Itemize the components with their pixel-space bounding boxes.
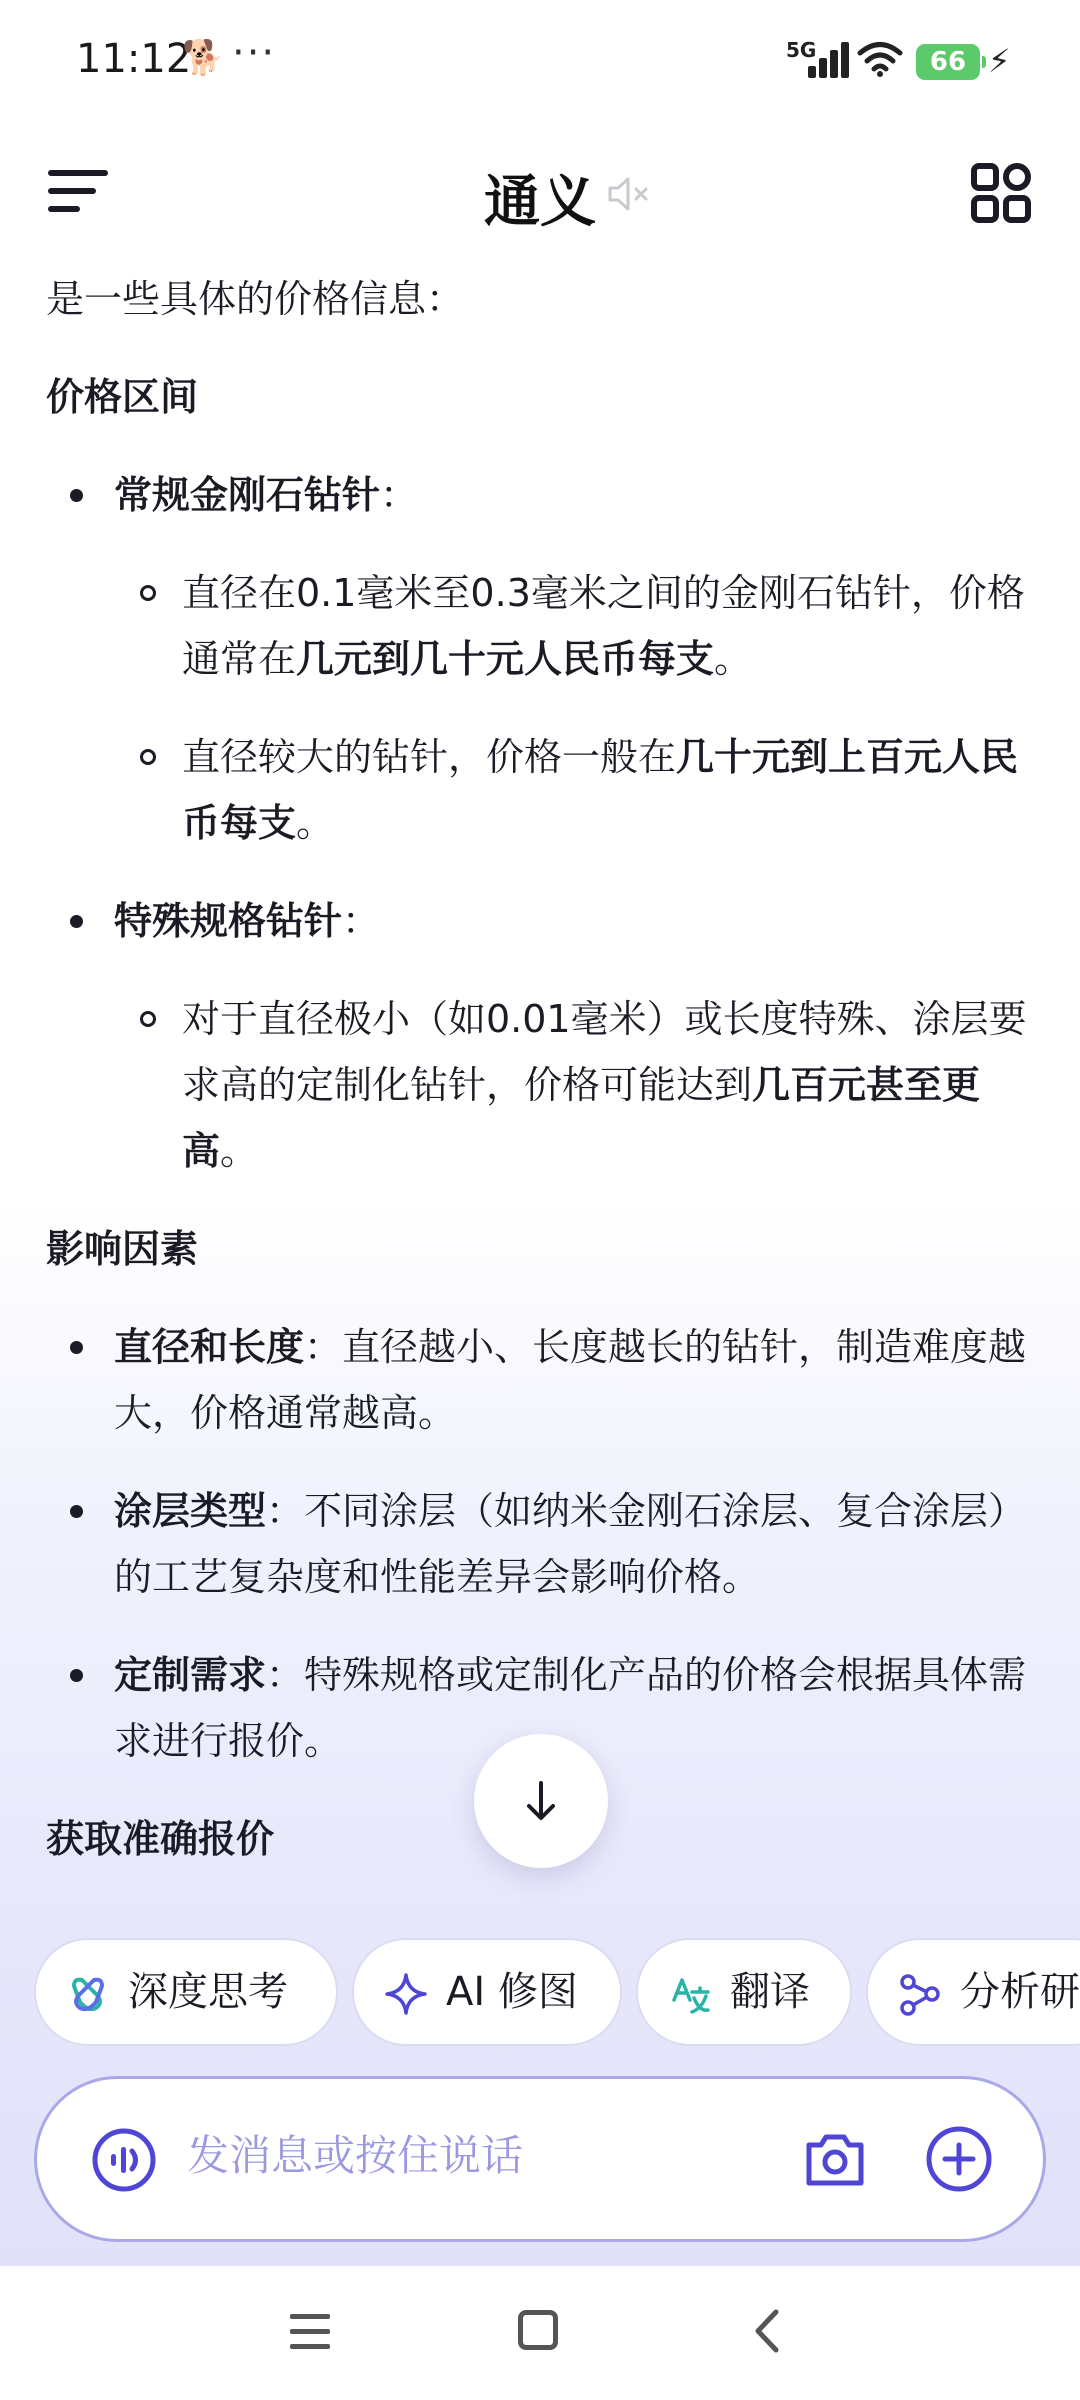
add-attachment-icon[interactable]: [925, 2125, 993, 2193]
bullet-label: 特殊规格钻针: [114, 899, 343, 943]
list-item: 直径和长度：直径越小、长度越长的钻针，制造难度越大，价格通常越高。: [114, 1314, 1034, 1446]
voice-input-icon[interactable]: [91, 2127, 157, 2193]
bullet-label: 定制需求: [114, 1653, 267, 1697]
recent-apps-button[interactable]: [290, 2312, 334, 2352]
battery-indicator: 66: [916, 44, 980, 80]
chip-deep-think[interactable]: 深度思考: [34, 1938, 338, 2046]
chip-translate[interactable]: 翻译: [636, 1938, 852, 2046]
back-icon[interactable]: [748, 2308, 788, 2354]
wifi-icon: [856, 40, 904, 78]
message-intro: 是一些具体的价格信息：: [46, 277, 465, 321]
charging-icon: ⚡: [988, 42, 1011, 80]
section-heading-quote: 获取准确报价: [46, 1817, 275, 1861]
list-item: 定制需求：特殊规格或定制化产品的价格会根据具体需求进行报价。: [114, 1642, 1034, 1774]
list-item: 特殊规格钻针：: [114, 888, 1034, 954]
bullet-label: 常规金刚石钻针: [114, 473, 381, 517]
page-title: 通义: [484, 170, 596, 235]
list-item: 常规金刚石钻针：: [114, 462, 1034, 528]
system-nav-bar: [0, 2266, 1080, 2400]
more-notifications-icon: ···: [232, 30, 277, 76]
home-button[interactable]: [518, 2310, 558, 2350]
translate-icon: [668, 1972, 712, 2016]
top-app-bar: [0, 140, 1080, 250]
message-input-bar: [34, 2076, 1046, 2242]
chat-message: [0, 250, 1080, 1910]
speaker-muted-icon[interactable]: [606, 174, 654, 214]
chip-ai-retouch[interactable]: AI 修图: [352, 1938, 622, 2046]
sub-list-item: 对于直径极小（如0.01毫米）或长度特殊、涂层要求高的定制化钻针，价格可能达到几百元甚至更高。: [182, 986, 1042, 1184]
analysis-icon: [898, 1972, 942, 2016]
status-bar: [0, 0, 1080, 120]
chip-analysis[interactable]: 分析研: [866, 1938, 1080, 2046]
bullet-label: 涂层类型: [114, 1489, 267, 1533]
signal-icon: [800, 38, 846, 78]
bullet-label: 直径和长度: [114, 1325, 305, 1369]
list-item: 涂层类型：不同涂层（如纳米金刚石涂层、复合涂层）的工艺复杂度和性能差异会影响价格。: [114, 1478, 1034, 1610]
arrow-down-icon: [521, 1779, 561, 1823]
status-time: 11:12: [76, 36, 192, 82]
sub-list-item: 直径在0.1毫米至0.3毫米之间的金刚石钻针，价格通常在几元到几十元人民币每支。: [182, 560, 1042, 692]
sub-list-item: 直径较大的钻针，价格一般在几十元到上百元人民币每支。: [182, 724, 1042, 856]
menu-icon[interactable]: [48, 164, 110, 216]
message-input[interactable]: 发消息或按住说话: [187, 2131, 524, 2180]
suggestion-chips: [0, 1938, 1080, 2050]
section-heading-factors: 影响因素: [46, 1227, 199, 1271]
sparkle-icon: [384, 1972, 428, 2016]
network-type: 5G: [786, 38, 817, 62]
deep-think-icon: [66, 1972, 110, 2016]
section-heading-price: 价格区间: [46, 375, 199, 419]
apps-grid-icon[interactable]: [970, 162, 1032, 224]
camera-icon[interactable]: [803, 2129, 867, 2189]
notification-dog-icon: 🐕: [182, 38, 225, 78]
scroll-to-bottom-button[interactable]: [474, 1734, 608, 1868]
